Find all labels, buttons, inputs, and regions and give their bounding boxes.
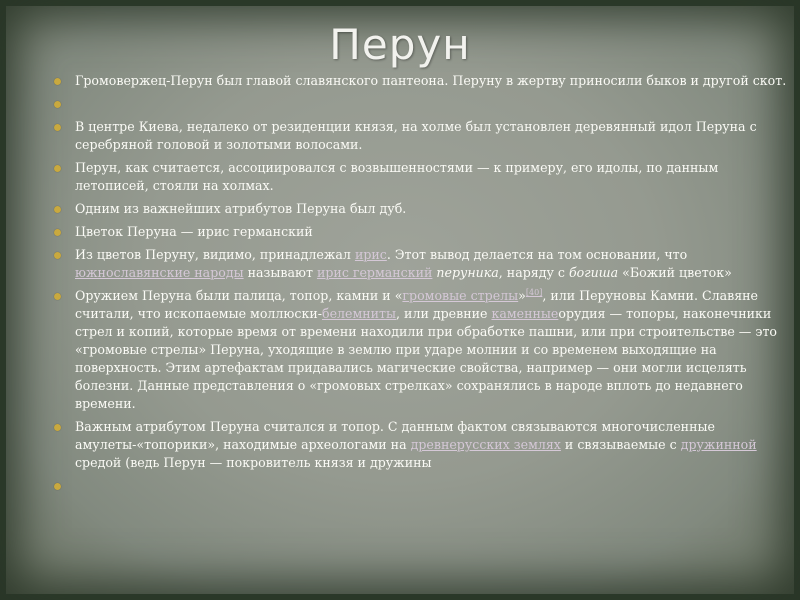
bullet-list (52, 72, 787, 500)
link-iris[interactable]: ирис (354, 247, 387, 262)
bullet-icon (54, 124, 61, 131)
link-old-russian-lands[interactable]: древнерусских землях (410, 437, 561, 452)
link-belemnites[interactable]: белемниты (321, 306, 397, 321)
bullet-icon (54, 78, 61, 85)
link-south-slavic-peoples[interactable]: южнославянские народы (75, 265, 244, 280)
slide-title: Перун (329, 20, 471, 69)
bullet-icon (54, 229, 61, 236)
bullet-icon (54, 293, 61, 300)
text-run: , или древние (396, 306, 492, 321)
paragraph-text: В центре Киева, недалеко от резиденции князя, на холме был установлен деревянный идол Перуна с серебряной головой и золотыми волосами. (75, 119, 757, 152)
list-item (52, 72, 787, 90)
text-run: орудия — топоры, наконечники стрел и копий, которые время от времени находили при обработке пашни, или при строительстве — это «громовые стрелы» Перуна, уходящие в землю при ударе молнии и со временем выходящие на поверхность. Этим артефактам придавались магические свойства, например — они могли исцелять болезни. Данные представления о «громовых стрелках» сохранялись в народе вплоть до недавнего времени. (75, 306, 777, 411)
list-item-weapons (52, 287, 787, 413)
link-druzhina[interactable]: дружинной (680, 437, 757, 452)
paragraph-text: Цветок Перуна — ирис германский (75, 224, 313, 239)
list-item-empty (52, 477, 787, 495)
bullet-icon (54, 101, 61, 108)
list-item (52, 223, 787, 241)
text-run: средой (ведь Перун — покровитель князя и дружины (75, 455, 432, 470)
list-item-empty (52, 95, 787, 113)
text-run: Оружием Перуна были палица, топор, камни и « (75, 288, 403, 303)
italic-term: богиша (568, 265, 619, 280)
list-item-axe (52, 418, 787, 472)
bullet-icon (54, 165, 61, 172)
bullet-icon (54, 424, 61, 431)
bullet-icon (54, 483, 61, 490)
bullet-icon (54, 206, 61, 213)
list-item (52, 159, 787, 195)
text-run: «Божий цветок» (618, 265, 732, 280)
text-run: » (518, 288, 526, 303)
list-item-iris (52, 246, 787, 282)
text-run: называют (243, 265, 317, 280)
link-stone[interactable]: каменные (491, 306, 559, 321)
text-run: . Этот вывод делается на том основании, что (386, 247, 688, 262)
link-iris-germanica[interactable]: ирис германский (316, 265, 433, 280)
list-item (52, 200, 787, 218)
paragraph-text: Одним из важнейших атрибутов Перуна был дуб. (75, 201, 407, 216)
text-run: и связываемые с (560, 437, 681, 452)
bullet-icon (54, 252, 61, 259)
italic-term: перуника (436, 265, 499, 280)
paragraph-text: Громовержец-Перун был главой славянского пантеона. Перуну в жертву приносили быков и другой скот. (75, 73, 787, 88)
link-thunder-arrows[interactable]: громовые стрелы (402, 288, 519, 303)
text-run: Из цветов Перуну, видимо, принадлежал (75, 247, 355, 262)
list-item (52, 118, 787, 154)
text-run: Важным атрибутом Перуна считался и топор. С данным фактом связываются многочисленные амулеты-«топорики», находимые археологами на (75, 419, 715, 452)
footnote-link[interactable]: [40] (525, 287, 543, 297)
paragraph-text: Перун, как считается, ассоциировался с возвышенностями — к примеру, его идолы, по данным летописей, стояли на холмах. (75, 160, 719, 193)
text-run: , или Перуновы Камни. Славяне считали, что ископаемые моллюски- (75, 288, 758, 321)
text-run: , наряду с (498, 265, 569, 280)
